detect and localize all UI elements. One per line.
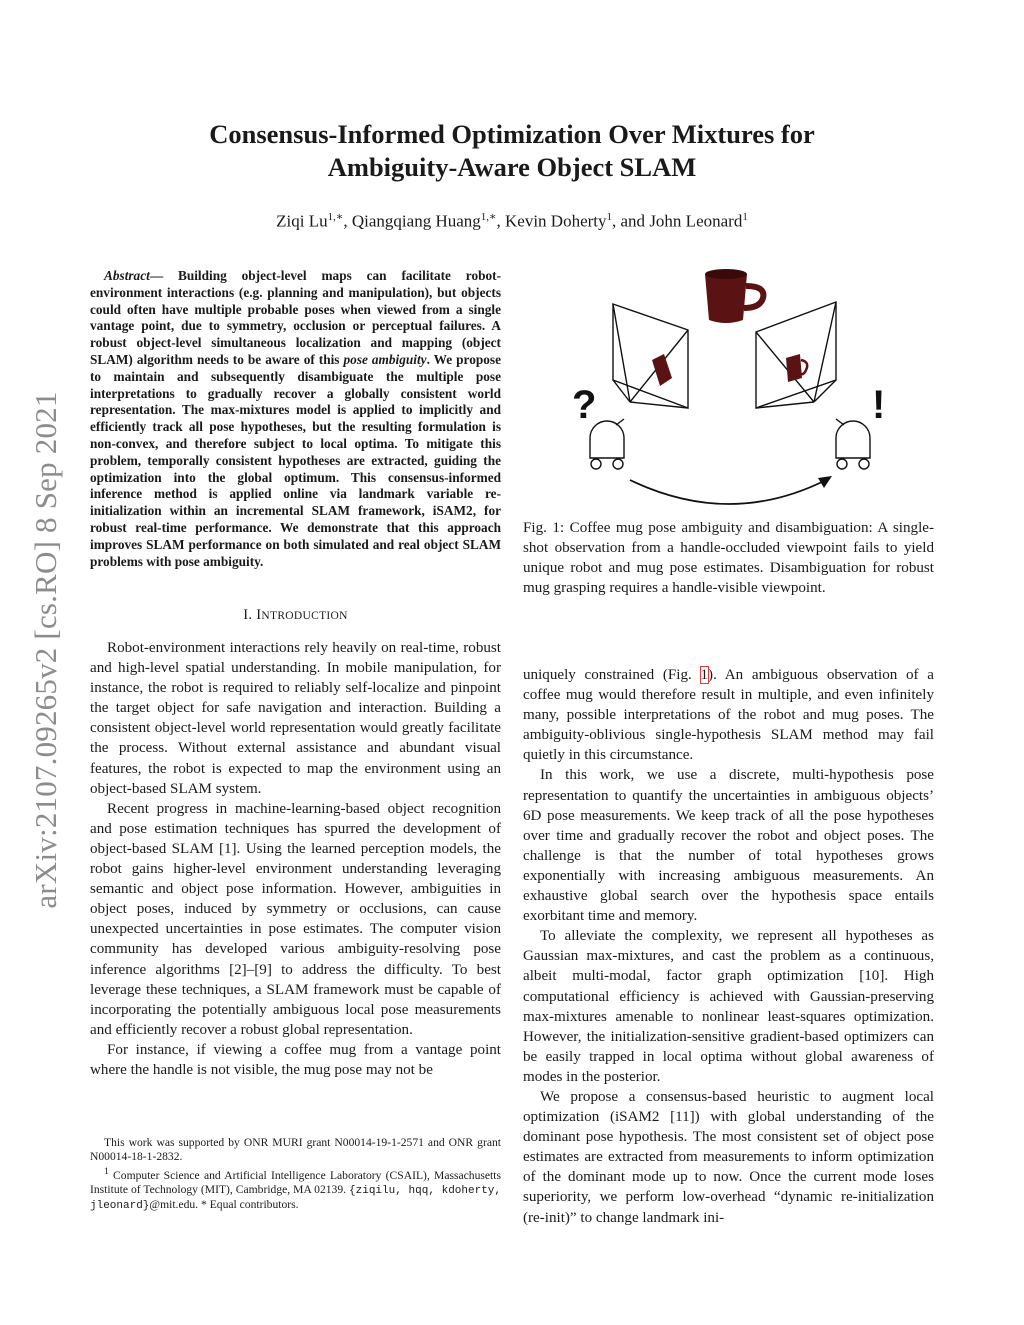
- right-column-body: [523, 665, 934, 1228]
- paragraph-text: uniquely constrained (Fig.: [523, 667, 701, 683]
- equal-contribution-note: . * Equal contributors.: [195, 1198, 299, 1212]
- section-heading-introduction: [90, 607, 501, 624]
- abstract: [90, 268, 501, 570]
- figure-1-illustration: [560, 262, 900, 510]
- author-emails[interactable]: {ziqilu, hqq, kdoherty, jleonard}: [90, 1185, 502, 1213]
- abstract-text: — Building object-level maps can facilitate robot-environment interactions (e.g. planning and manipulation), but objects could often have multiple probable poses when viewed from a single vantage point, due to symmetry, occlusion or perceptual failures. A robust object-level simultaneous localization and mapping (object SLAM) algorithm needs to be aware of this: [90, 268, 501, 367]
- author-affiliation-mark: 1,∗: [480, 211, 497, 223]
- author-name: Ziqi Lu: [276, 211, 328, 231]
- paragraph: [523, 665, 934, 765]
- disambiguation-exclamation-mark: !: [872, 383, 886, 427]
- title-line-1: Consensus-Informed Optimization Over Mixtures for: [209, 119, 815, 149]
- paragraph-text: ). An ambiguous observation of a coffee mug would therefore result in multiple, and even infinitely many, possible interpretations of the robot and mug poses. The ambiguity-oblivious single-hypothesis SLAM method may fail quietly in this circumstance.: [523, 667, 934, 764]
- section-title-initial: I: [256, 607, 262, 623]
- coffee-mug-icon: [705, 269, 763, 323]
- robot-right-icon: [836, 419, 870, 469]
- email-domain[interactable]: @mit.edu: [149, 1198, 196, 1212]
- section-title-rest: NTRODUCTION: [261, 610, 348, 622]
- author-affiliation-mark: 1,∗: [327, 211, 344, 223]
- visible-handle-mug-view-icon: [786, 354, 807, 382]
- abstract-emphasis: pose ambiguity: [343, 351, 427, 367]
- paragraph: To alleviate the complexity, we represent all hypotheses as Gaussian max-mixtures, and cast the problem as a continuous, albeit multi-modal, factor graph optimization [10]. High computational efficiency is achieved with Gaussian-preserving max-mixtures amenable to nonlinear least-squares optimization. However, the initialization-sensitive gradient-based optimizers can be easily trapped in local optima without global awareness of modes in the posterior.: [523, 928, 934, 1085]
- section-number: I.: [243, 607, 253, 623]
- abstract-lead: Abstract: [104, 268, 150, 283]
- funding-note: This work was supported by ONR MURI grant N00014-19-1-2571 and ONR grant N00014-18-1-2832.: [90, 1136, 501, 1164]
- right-camera-frustum: [756, 302, 836, 408]
- footnote: [90, 1136, 501, 1214]
- affiliation-text: Computer Science and Artificial Intelligence Laboratory (CSAIL), Massachusetts Institute of Technology (MIT), Cambridge, MA 02139.: [90, 1168, 501, 1197]
- author-affiliation-mark: 1: [606, 211, 613, 223]
- arxiv-stamp[interactable]: arXiv:2107.09265v2 [cs.RO] 8 Sep 2021: [28, 391, 63, 909]
- author-name: Qiangqiang Huang: [351, 211, 481, 231]
- author-name: John Leonard: [649, 211, 743, 231]
- affiliation-mark: 1: [104, 1165, 109, 1177]
- robot-motion-arrow-icon: [630, 476, 832, 504]
- figure-reference-link[interactable]: 1: [700, 667, 709, 683]
- robot-left-icon: [590, 419, 624, 469]
- paragraph: Recent progress in machine-learning-based object recognition and pose estimation techniques has spurred the development of object-based SLAM [1]. Using the learned perception models, the robot gains higher-level environment understanding leveraging semantic and object pose information. However, ambiguities in object poses, induced by symmetry or occlusions, can cause unexpected uncertainties in pose estimates. The computer vision community has developed various ambiguity-resolving pose inference algorithms [2]–[9] to address the difficulty. To best leverage these techniques, a SLAM framework must be capable of incorporating the potentially ambiguous local pose measurements and efficiently recover a robust global representation.: [90, 800, 501, 1038]
- paragraph: In this work, we use a discrete, multi-hypothesis pose representation to quantify the uncertainties in ambiguous objects’ 6D pose measurements. We keep track of all the pose hypotheses over time and gradually recover the robot and object poses. The challenge is that the number of total hypotheses grows exponentially with increasing ambiguous measurements. An exhaustive global search over the hypothesis space entails exorbitant time and memory.: [523, 767, 934, 925]
- title-line-2: Ambiguity-Aware Object SLAM: [327, 152, 697, 182]
- paragraph: Robot-environment interactions rely heavily on real-time, robust and high-level spatial understanding. In mobile manipulation, for instance, the robot is required to reliably self-localize and pinpoint the target object for safe navigation and interaction. Building a consistent object-level world representation would greatly facilitate the process. Without external assistance and abundant visual features, the robot is expected to map the environment using an object-based SLAM system.: [90, 640, 501, 797]
- affiliation-note: [90, 1165, 501, 1214]
- abstract-text: . We propose to maintain and subsequently disambiguate the multiple pose interpretations to gradually recover a globally consistent world representation. The max-mixtures model is applied to implicitly and efficiently track all pose hypotheses, but the resulting formulation is non-convex, and therefore subject to local optima. To mitigate this problem, temporally consistent hypotheses are extracted, guiding the optimization into the global optimum. This consensus-informed inference method is applied online via landmark variable re-initialization within an incremental SLAM framework, iSAM2, for robust real-time performance. We demonstrate that this approach improves SLAM performance on both simulated and real object SLAM problems with pose ambiguity.: [90, 351, 501, 569]
- ambiguity-question-mark: ?: [572, 383, 597, 427]
- author-list: Ziqi $Lu^{1,∗}$, Qiangqiang Huang$^{1,∗}$, Kevin Doherty$^1$, and John Leonard$^1$: [276, 211, 748, 231]
- paper-title: [140, 118, 884, 184]
- author-affiliation-mark: 1: [742, 211, 748, 223]
- figure-1-caption: Fig. 1: Coffee mug pose ambiguity and disambiguation: A single-shot observation from a handle-occluded viewpoint fails to yield unique robot and mug pose estimates. Disambiguation for robust mug grasping requires a handle-visible viewpoint.: [523, 520, 934, 597]
- left-camera-frustum: [613, 304, 688, 408]
- author-name: Kevin Doherty: [505, 211, 607, 231]
- paragraph: We propose a consensus-based heuristic to augment local optimization (iSAM2 [11]) with global understanding of the dominant pose hypothesis. The most consistent set of object pose estimates are extracted from measurements to inform optimization of the dominant mode up to now. Once the current mode loses superiority, we perform low-overhead “dynamic re-initialization (re-init)” to change landmark ini-: [523, 1088, 934, 1226]
- paragraph: For instance, if viewing a coffee mug from a vantage point where the handle is not visible, the mug pose may not be: [90, 1041, 501, 1078]
- introduction-body: [90, 638, 501, 1080]
